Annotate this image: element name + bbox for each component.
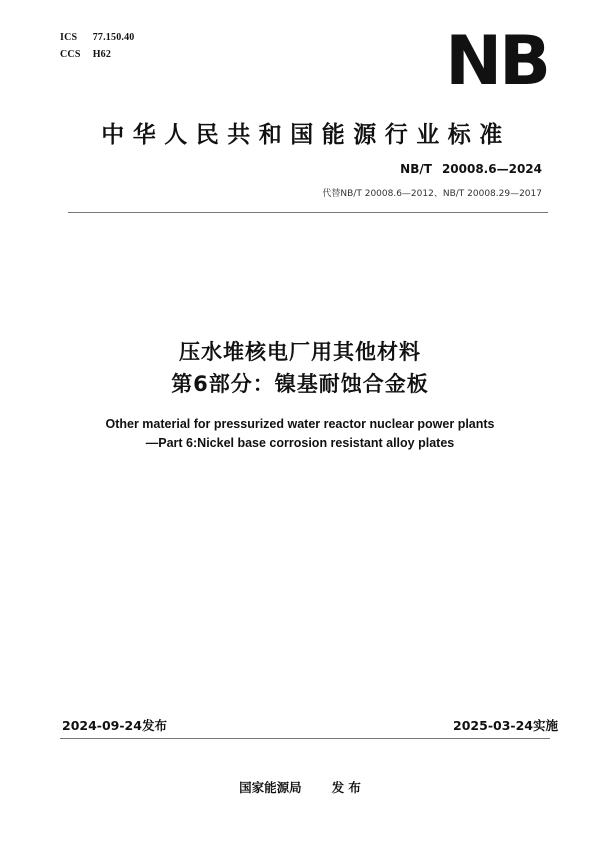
title-cn-line1: 压水堆核电厂用其他材料: [179, 340, 421, 364]
ccs-label: CCS: [60, 49, 81, 60]
nb-logo: NB: [445, 22, 548, 101]
ccs-value: H62: [92, 49, 112, 60]
ics-value: 77.150.40: [92, 32, 135, 43]
implement-date: 2025-03-24实施: [453, 718, 558, 733]
header-divider: [68, 212, 548, 213]
standard-code-prefix: NB/T: [400, 162, 432, 176]
ics-line: [60, 32, 135, 43]
title-en-line1: Other material for pressurized water reactor nuclear power plants: [105, 417, 495, 431]
ics-label: ICS: [60, 32, 78, 43]
title-en-line2: —Part 6:Nickel base corrosion resistant alloy plates: [145, 436, 455, 450]
title-cn-line2: 第6部分：镍基耐蚀合金板: [171, 372, 429, 396]
issuer-line: [0, 778, 600, 796]
replaces-note: 代替NB/T 20008.6—2012、NB/T 20008.29—2017: [322, 189, 542, 199]
standard-code: [400, 162, 542, 176]
footer-divider: [60, 738, 550, 739]
ccs-line: [60, 49, 111, 60]
publish-date: 2024-09-24发布: [62, 718, 167, 733]
issuer-name: 国家能源局: [239, 780, 302, 795]
standard-category: 中华人民共和国能源行业标准: [101, 122, 511, 148]
standard-code-number: 20008.6—2024: [441, 162, 542, 176]
issuer-action: 发 布: [331, 780, 361, 795]
